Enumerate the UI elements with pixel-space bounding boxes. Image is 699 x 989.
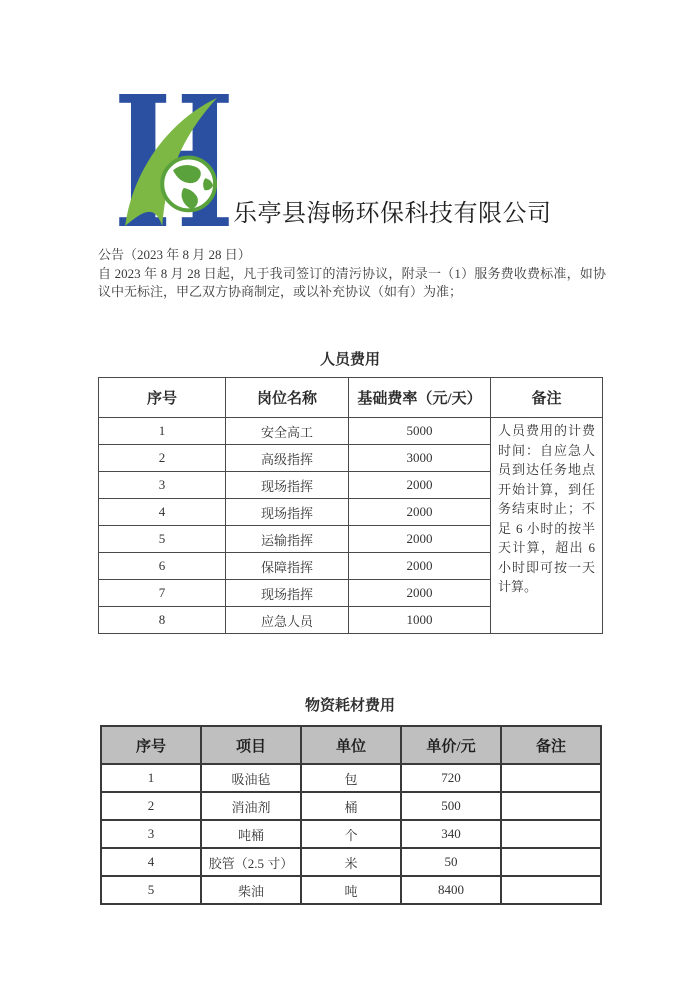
- cell-unit: 米: [301, 848, 401, 876]
- table-row: [101, 764, 601, 792]
- cell-item: 胶管（2.5 寸）: [201, 848, 301, 876]
- announcement-title: 公告（2023 年 8 月 28 日）: [98, 247, 251, 262]
- cell-index: 8: [99, 607, 226, 634]
- cell-index: 3: [99, 472, 226, 499]
- cell-index: 1: [99, 418, 226, 445]
- cell-index: 4: [101, 848, 201, 876]
- cell-position: 现场指挥: [226, 499, 349, 526]
- cell-price: 50: [401, 848, 501, 876]
- cell-index: 1: [101, 764, 201, 792]
- header-price: 单价/元: [401, 726, 501, 764]
- cell-position: 运输指挥: [226, 526, 349, 553]
- cell-price: 8400: [401, 876, 501, 904]
- cell-rate: 5000: [349, 418, 491, 445]
- cell-rate: 1000: [349, 607, 491, 634]
- table-row: [101, 876, 601, 904]
- cell-unit: 桶: [301, 792, 401, 820]
- cell-index: 4: [99, 499, 226, 526]
- header-remark: 备注: [491, 378, 603, 418]
- table-header-row: [101, 726, 601, 764]
- company-logo-icon: [118, 94, 230, 226]
- cell-remark: [501, 848, 601, 876]
- announcement-body: 自 2023 年 8 月 28 日起，凡于我司签订的清污协议，附录一（1）服务费收费标准，如协议中无标注，甲乙双方协商制定，或以补充协议（如有）为准；: [98, 266, 606, 299]
- personnel-table-title: 人员费用: [319, 352, 380, 368]
- cell-price: 340: [401, 820, 501, 848]
- cell-price: 720: [401, 764, 501, 792]
- table-row: [101, 792, 601, 820]
- cell-remark: [501, 792, 601, 820]
- cell-rate: 2000: [349, 526, 491, 553]
- table-row: [99, 418, 603, 445]
- cell-rate: 2000: [349, 553, 491, 580]
- cell-price: 500: [401, 792, 501, 820]
- cell-item: 吸油毡: [201, 764, 301, 792]
- company-logo: [118, 94, 230, 226]
- logo-globe-icon: [162, 158, 215, 211]
- cell-index: 2: [99, 445, 226, 472]
- cell-item: 消油剂: [201, 792, 301, 820]
- cell-item: 吨桶: [201, 820, 301, 848]
- cell-position: 现场指挥: [226, 580, 349, 607]
- cell-index: 2: [101, 792, 201, 820]
- table-row: [101, 820, 601, 848]
- cell-unit: 个: [301, 820, 401, 848]
- header-base-rate: 基础费率（元/天）: [349, 378, 491, 418]
- header-item: 项目: [201, 726, 301, 764]
- cell-remark: [501, 876, 601, 904]
- cell-position: 安全高工: [226, 418, 349, 445]
- personnel-table: [98, 377, 603, 634]
- cell-index: 5: [99, 526, 226, 553]
- cell-rate: 2000: [349, 580, 491, 607]
- cell-index: 5: [101, 876, 201, 904]
- cell-index: 7: [99, 580, 226, 607]
- cell-remark: [501, 820, 601, 848]
- table-header-row: [99, 378, 603, 418]
- cell-position: 高级指挥: [226, 445, 349, 472]
- cell-unit: 吨: [301, 876, 401, 904]
- cell-unit: 包: [301, 764, 401, 792]
- company-name: 乐亭县海畅环保科技有限公司: [233, 201, 552, 227]
- table-row: [101, 848, 601, 876]
- header-unit: 单位: [301, 726, 401, 764]
- cell-rate: 2000: [349, 472, 491, 499]
- header-remark: 备注: [501, 726, 601, 764]
- cell-remark-merged: 人员费用的计费时间：自应急人员到达任务地点开始计算，到任务结束时止；不足 6 小时的按半天计算，超出 6 小时即可按一天计算。: [491, 418, 603, 634]
- cell-position: 现场指挥: [226, 472, 349, 499]
- header-index: 序号: [101, 726, 201, 764]
- header-position: 岗位名称: [226, 378, 349, 418]
- cell-rate: 2000: [349, 499, 491, 526]
- header-index: 序号: [99, 378, 226, 418]
- cell-item: 柴油: [201, 876, 301, 904]
- cell-index: 3: [101, 820, 201, 848]
- cell-remark: [501, 764, 601, 792]
- materials-table-title: 物资耗材费用: [304, 698, 395, 714]
- cell-index: 6: [99, 553, 226, 580]
- materials-table: [100, 725, 602, 905]
- cell-rate: 3000: [349, 445, 491, 472]
- cell-position: 保障指挥: [226, 553, 349, 580]
- cell-position: 应急人员: [226, 607, 349, 634]
